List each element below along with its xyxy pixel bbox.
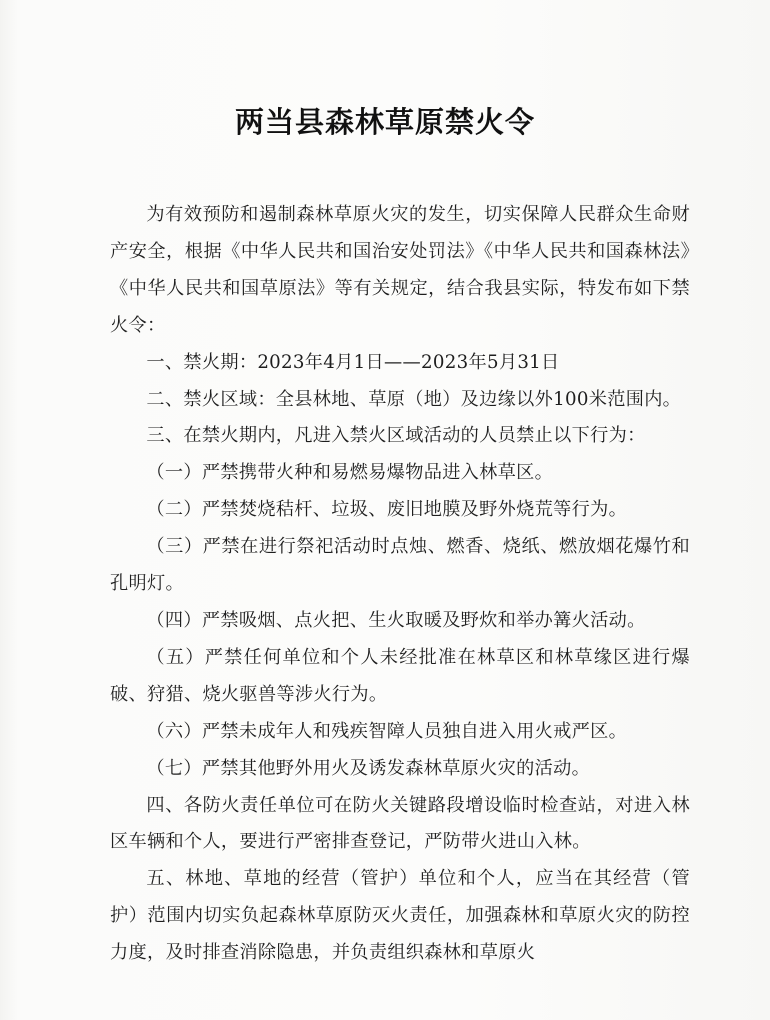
paragraph-prohibition-1: （一）严禁携带火种和易燃易爆物品进入林草区。 [146, 462, 554, 484]
paragraph-prohibition-4: （四）严禁吸烟、点火把、生火取暖及野炊和举办篝火活动。 [146, 609, 646, 631]
paragraph-prohibition-7: （七）严禁其他野外用火及诱发森林草原火灾的活动。 [146, 757, 591, 779]
paragraph-prohibition-2: （二）严禁焚烧秸杆、垃圾、废旧地膜及野外烧荒等行为。 [146, 499, 628, 521]
paragraph-prohibition-3: （三）严禁在进行祭祀活动时点烛、燃香、烧纸、燃放烟花爆竹和孔明灯。 [110, 536, 690, 595]
paragraph-fire-zone: 二、禁火区域：全县林地、草原（地）及边缘以外100米范围内。 [146, 388, 682, 410]
paragraph-fire-period: 一、禁火期：2023年4月1日——2023年5月31日 [146, 351, 560, 373]
paragraph-checkpoints: 四、各防火责任单位可在防火关键路段增设临时检查站，对进入林区车辆和个人，要进行严密排查登记，严防带火进山入林。 [110, 794, 690, 853]
paragraph-responsibility: 五、林地、草地的经营（管护）单位和个人，应当在其经营（管护）范围内切实负起森林草原防灭火责任，加强森林和草原火灾的防控力度，及时排查消除隐患，并负责组织森林和草原火 [110, 868, 690, 964]
paragraph-prohibitions-heading: 三、在禁火期内，凡进入禁火区域活动的人员禁止以下行为： [146, 425, 646, 447]
paragraph-intro: 为有效预防和遏制森林草原火灾的发生，切实保障人民群众生命财产安全，根据《中华人民共和国治安处罚法》《中华人民共和国森林法》《中华人民共和国草原法》等有关规定，结合我县实际，特发布如下禁火令： [110, 204, 690, 336]
paragraph-prohibition-6: （六）严禁未成年人和残疾智障人员独自进入用火戒严区。 [146, 720, 628, 742]
document-body [110, 197, 690, 972]
document-title: 两当县森林草原禁火令 [234, 105, 535, 139]
paragraph-prohibition-5: （五）严禁任何单位和个人未经批准在林草区和林草缘区进行爆破、狩猎、烧火驱兽等涉火行为。 [110, 646, 690, 705]
